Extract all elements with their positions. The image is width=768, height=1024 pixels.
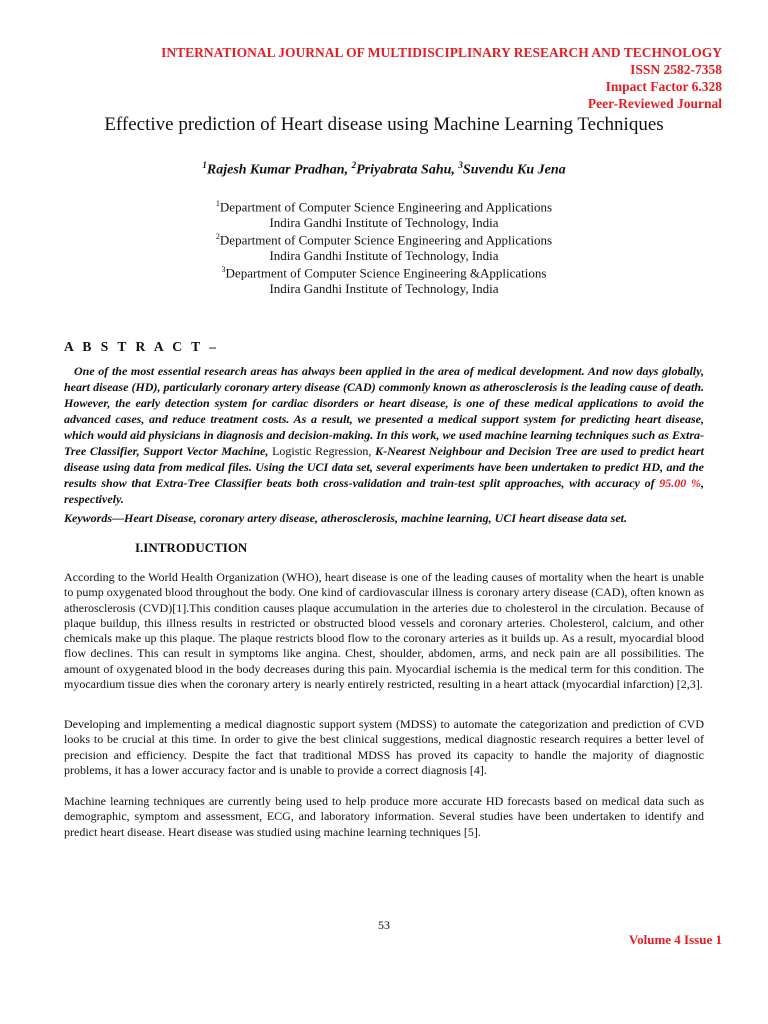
- intro-paragraph-2: Developing and implementing a medical diagnostic support system (MDSS) to automate the categorization and prediction of CVD looks to be crucial at this time. In order to give the best clinical suggestions, medical diagnostic research requires a better level of precision and efficiency. Despite the fact that traditional MDSS has proved its capacity to handle the majority of diagnostic problems, it has a lower accuracy factor and is unable to provide a correct diagnosis [4].: [64, 717, 704, 777]
- accuracy-value: 95.00 %: [659, 476, 701, 490]
- author-3: Suvendu Ku Jena: [462, 162, 566, 178]
- author-2-sup: 2: [351, 160, 357, 170]
- affiliation-3: [0, 262, 768, 297]
- author-1: Rajesh Kumar Pradhan,: [206, 162, 352, 178]
- page-number: 53: [378, 918, 390, 932]
- affiliation-2: [0, 229, 768, 264]
- affiliation-2-inst: Indira Gandhi Institute of Technology, India: [269, 248, 499, 264]
- issn: ISSN 2582-7358: [630, 62, 722, 77]
- section-heading-introduction: I.INTRODUCTION: [135, 540, 248, 555]
- affiliation-2-dept: $^2$Department of Computer Science Engineering and Applications: [215, 232, 553, 248]
- author-2: Priyabrata Sahu,: [356, 162, 459, 178]
- affiliation-3-dept: $^3$Department of Computer Science Engineering &Applications: [221, 265, 547, 281]
- author-3-sup: 3: [458, 160, 463, 170]
- abstract-text-3: , respectively.: [64, 476, 704, 506]
- affiliation-3-inst: Indira Gandhi Institute of Technology, India: [269, 281, 499, 297]
- author-1-sup: 1: [202, 160, 207, 170]
- abstract-plain-term: Logistic Regression,: [272, 444, 372, 458]
- keywords: Keywords—Heart Disease, coronary artery disease, atherosclerosis, machine learning, UCI heart disease data set.: [64, 511, 627, 525]
- intro-paragraph-1: According to the World Health Organization (WHO), heart disease is one of the leading causes of mortality when the heart is unable to pump oxygenated blood throughout the body. One kind of cardiovascular illness is coronary artery disease (CAD), often known as atherosclerosis (CVD)[1].This condition causes plaque accumulation in the arteries due to cholesterol in the circulation. Because of plaque buildup, this illness results in restricted or obstructed blood vessels and coronary arteries. Cholesterol, calcium, and other chemicals make up this plaque. The plaque restricts blood flow to the coronary arteries as it builds up. As a result, myocardial blood flow declines. This can result in symptoms like angina. Chest, shoulder, abdomen, arms, and neck pain are all possibilities. The amount of oxygenated blood in the body decreases during this pain. Myocardial ischemia is the medical term for this condition. The myocardium tissue dies when the coronary artery is nearly entirely restricted, resulting in a heart attack (myocardial infarction) [2,3].: [64, 570, 704, 692]
- impact-factor: Impact Factor 6.328: [605, 79, 722, 94]
- volume-issue: Volume 4 Issue 1: [628, 932, 722, 947]
- journal-name: INTERNATIONAL JOURNAL OF MULTIDISCIPLINARY RESEARCH AND TECHNOLOGY: [161, 45, 722, 60]
- affiliation-1: [0, 196, 768, 231]
- affiliation-1-inst: Indira Gandhi Institute of Technology, India: [269, 215, 499, 231]
- intro-paragraph-3: Machine learning techniques are currently being used to help produce more accurate HD forecasts based on medical data such as demographic, symptom and assessment, ECG, and laboratory information. Several studies have been undertaken to identify and predict heart disease. Heart disease was studied using machine learning techniques [5].: [64, 794, 704, 839]
- abstract-text-2: K-Nearest Neighbour and Decision Tree are used to predict heart disease using data from medical files. Using the UCI data set, several experiments have been undertaken to predict HD, and the results show that Extra-Tree Classifier beats both cross-validation and train-test split approaches, with accuracy of: [64, 444, 704, 490]
- affiliation-1-dept: $^1$Department of Computer Science Engineering and Applications: [215, 199, 553, 215]
- paper-title: Effective prediction of Heart disease using Machine Learning Techniques: [104, 114, 664, 135]
- abstract-heading: A B S T R A C T –: [64, 339, 220, 354]
- abstract-body: [64, 363, 704, 507]
- author-list: [0, 160, 768, 179]
- peer-reviewed-label: Peer-Reviewed Journal: [587, 96, 722, 111]
- abstract-text-1: One of the most essential research areas has always been applied in the area of medical development. And now days globally, heart disease (HD), particularly coronary artery disease (CAD) commonly known as atherosclerosis is the leading cause of death. However, the early detection system for cardiac disorders or heart disease, is one of these medical applications to avoid the advanced cases, and reduce treatment costs. As a result, we presented a medical support system for predicting heart disease, which would aid physicians in diagnosis and decision-making. In this work, we used machine learning techniques such as Extra-Tree Classifier, Support Vector Machine,: [64, 364, 704, 458]
